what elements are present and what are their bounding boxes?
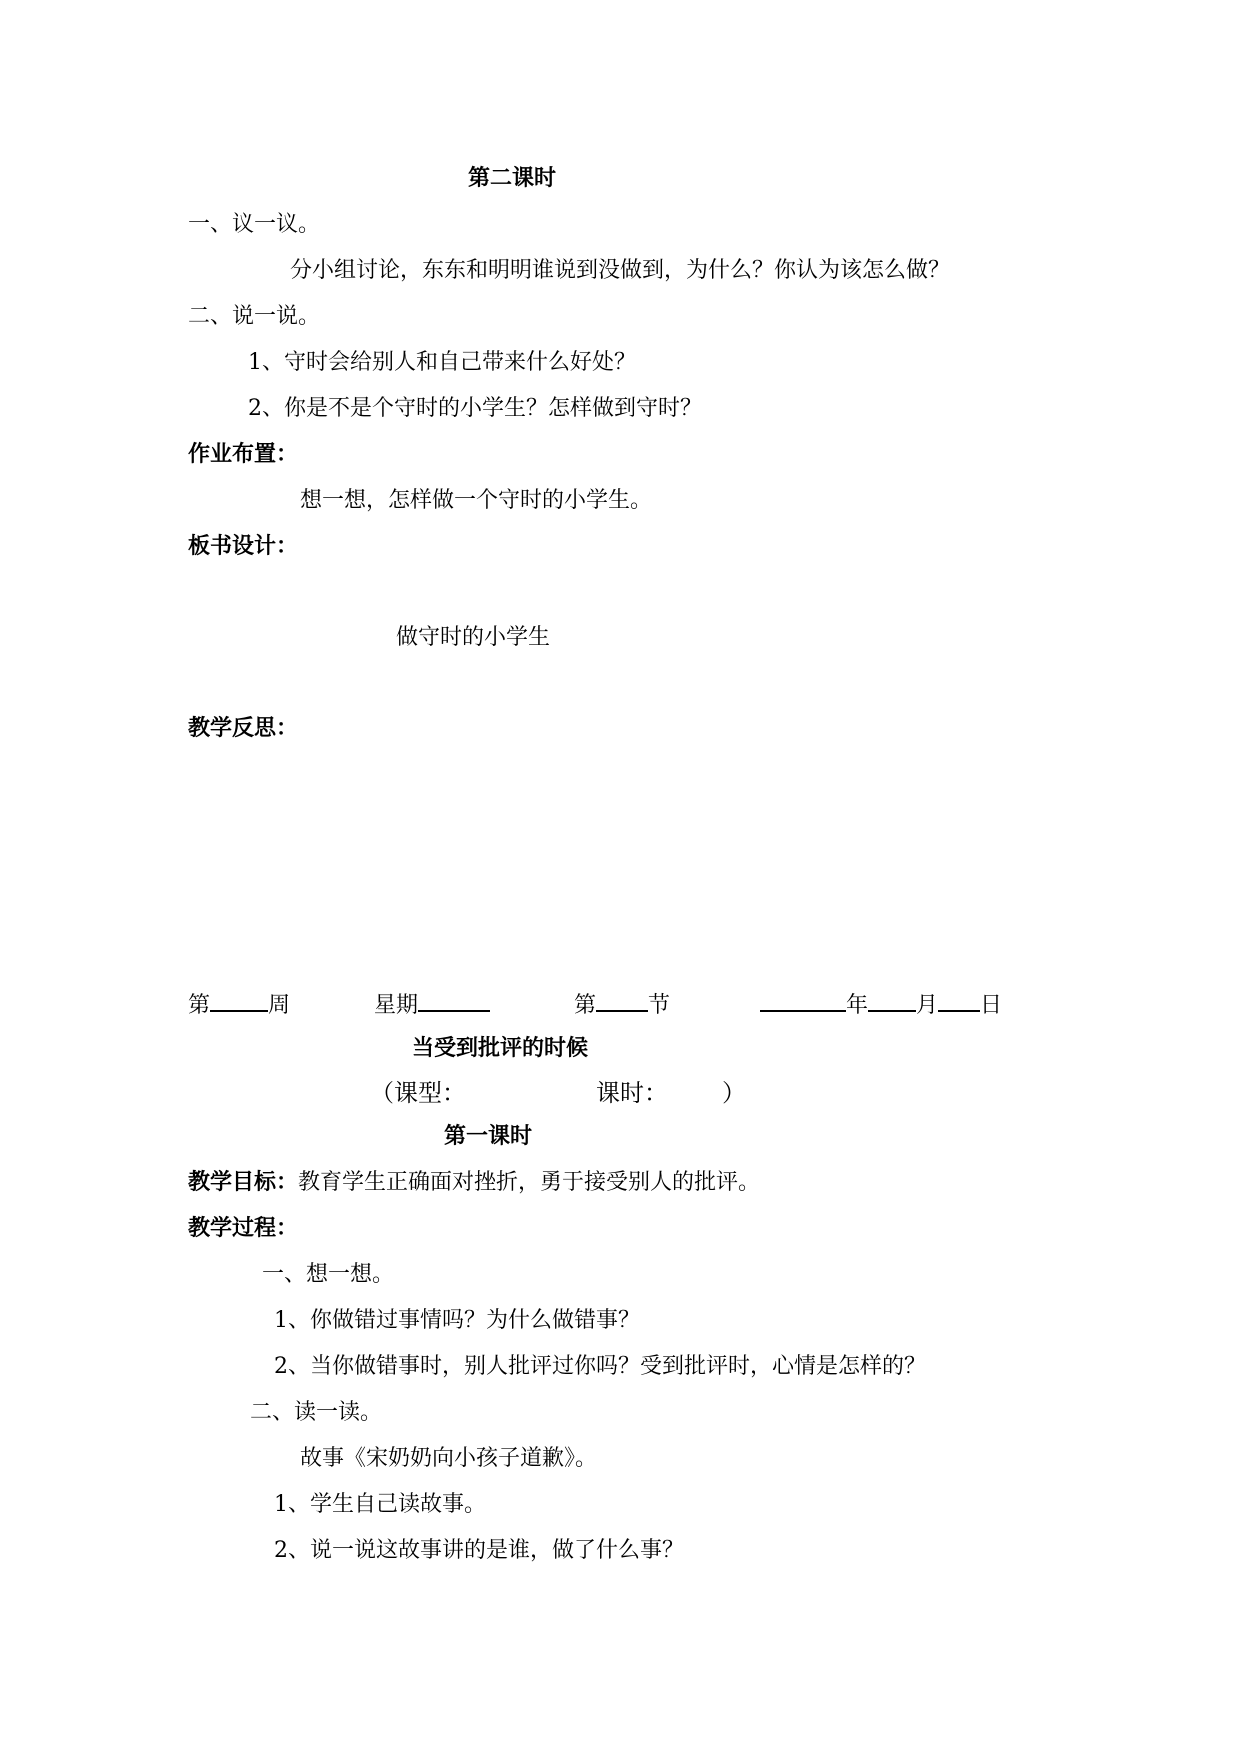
process-read-story: 故事《宋奶奶向小孩子道歉》。 xyxy=(300,1446,598,1471)
schedule-period-prefix: 第 xyxy=(574,993,597,1018)
section-discuss-title: 一、议一议。 xyxy=(188,212,321,237)
lesson-hours-label: 课时： xyxy=(596,1079,668,1107)
teaching-process-label: 教学过程： xyxy=(188,1216,299,1241)
schedule-year: 年 xyxy=(846,993,869,1018)
period-blank xyxy=(596,990,648,1012)
process-think-question-1: 1、你做错过事情吗？为什么做错事？ xyxy=(274,1308,640,1333)
schedule-week-prefix: 第 xyxy=(188,993,211,1018)
month-blank xyxy=(868,990,916,1012)
schedule-week-suffix: 周 xyxy=(268,993,291,1018)
teaching-goal xyxy=(188,1170,760,1196)
year-blank xyxy=(760,990,846,1012)
section-say-title: 二、说一说。 xyxy=(188,304,321,329)
board-design-label: 板书设计： xyxy=(188,534,299,559)
schedule-day: 日 xyxy=(980,993,1003,1018)
schedule-line xyxy=(188,990,290,1019)
lesson-type-label: （课型： xyxy=(370,1079,466,1107)
schedule-weekday-label: 星期 xyxy=(374,993,419,1018)
lesson-title: 当受到批评的时候 xyxy=(412,1036,589,1061)
lesson-one-heading: 第一课时 xyxy=(444,1124,533,1149)
reflection-label: 教学反思： xyxy=(188,716,299,741)
process-think-question-2: 2、当你做错事时，别人批评过你吗？受到批评时，心情是怎样的？ xyxy=(274,1354,926,1379)
day-blank xyxy=(938,990,980,1012)
process-read-question-2: 2、说一说这故事讲的是谁，做了什么事？ xyxy=(274,1538,684,1563)
week-blank xyxy=(210,990,268,1012)
schedule-date xyxy=(760,990,1002,1019)
schedule-weekday xyxy=(374,990,490,1019)
lesson-close-paren: ） xyxy=(722,1079,746,1107)
homework-label: 作业布置： xyxy=(188,442,299,467)
schedule-month: 月 xyxy=(916,993,939,1018)
process-think-title: 一、想一想。 xyxy=(262,1262,395,1287)
section-say-question-1: 1、守时会给别人和自己带来什么好处？ xyxy=(248,350,636,375)
lesson-two-heading: 第二课时 xyxy=(468,166,557,191)
schedule-period xyxy=(574,990,670,1019)
homework-text: 想一想，怎样做一个守时的小学生。 xyxy=(300,488,653,513)
teaching-goal-text: 教育学生正确面对挫折，勇于接受别人的批评。 xyxy=(298,1170,761,1195)
board-design-text: 做守时的小学生 xyxy=(396,625,551,650)
schedule-period-suffix: 节 xyxy=(648,993,671,1018)
section-say-question-2: 2、你是不是个守时的小学生？怎样做到守时？ xyxy=(248,396,702,421)
weekday-blank xyxy=(418,990,490,1012)
section-discuss-text: 分小组讨论，东东和明明谁说到没做到，为什么？你认为该怎么做？ xyxy=(290,258,951,283)
process-read-question-1: 1、学生自己读故事。 xyxy=(274,1492,486,1517)
process-read-title: 二、读一读。 xyxy=(250,1400,383,1425)
teaching-goal-label: 教学目标： xyxy=(188,1170,299,1195)
